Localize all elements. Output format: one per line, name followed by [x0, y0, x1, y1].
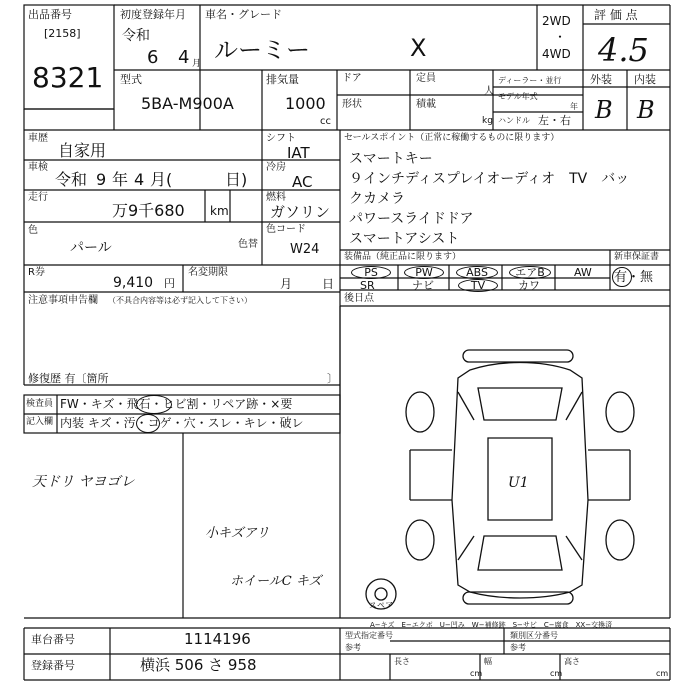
color-label: 色 [28, 225, 38, 236]
capacity-label: 定員 [416, 73, 436, 84]
selling-point: クカメラ [349, 191, 405, 207]
length-unit: cm [470, 669, 483, 678]
era: 令和 [122, 28, 150, 44]
car-name: ルーミー [214, 36, 310, 64]
model: 5BA-M900A [141, 94, 234, 113]
inspection-month: 4 [134, 170, 145, 189]
selling-points-title: セールスポイント（正常に稼働するものに限ります） [344, 133, 560, 143]
drive-4wd: 4WD [542, 47, 571, 61]
mileage-unit: km [210, 204, 229, 218]
handwriting-note: 天ドリ ヤヨゴレ [32, 474, 135, 490]
interior-grade: B [637, 96, 655, 124]
color-code: W24 [290, 242, 320, 257]
cc-unit: cc [320, 116, 331, 127]
warranty-value: 有・無 [614, 270, 654, 285]
load-label: 積載 [416, 99, 436, 110]
color: パール [70, 240, 112, 256]
damage-mark: U1 [508, 475, 529, 491]
class-note: 参考 [510, 643, 526, 652]
interior-row: 内装 キズ・汚・コゲ・穴・スレ・キレ・破レ [60, 416, 304, 430]
score-label: 評 価 点 [594, 8, 638, 22]
day-label: 日 [322, 277, 335, 291]
lot-number: 8321 [32, 61, 104, 94]
shift-label: シフト [266, 133, 296, 144]
displacement: 1000 [285, 94, 326, 113]
length-label: 長さ [394, 657, 410, 666]
width-unit: cm [550, 669, 563, 678]
usage: 自家用 [58, 141, 107, 160]
handle-label: ハンドル [498, 116, 530, 125]
width-label: 幅 [484, 657, 492, 666]
reg-label: 登録番号 [31, 659, 75, 672]
fuel-label: 燃料 [266, 192, 286, 203]
chassis-label: 車台番号 [31, 633, 75, 646]
selling-point: スマートキー [349, 151, 433, 167]
capacity-unit: 人 [484, 86, 494, 97]
equip-navi: ナビ [412, 279, 434, 292]
handwriting-note: ホイールC キズ [230, 574, 322, 589]
equip-pw: PW [404, 266, 444, 279]
selling-point: スマートアシスト [349, 231, 460, 247]
color-code-label: 色替 [238, 239, 258, 250]
equipment-title: 装備品（純正品に限ります） [344, 252, 462, 262]
reg-month: 4 [178, 47, 190, 68]
lot-label: 出品番号 [28, 8, 72, 21]
class-label: 類別区分番号 [510, 631, 558, 640]
yen-unit: 円 [164, 277, 175, 290]
repair-label: 修復歴 有〔箇所 [28, 372, 109, 385]
model-label: 型式 [120, 73, 142, 86]
score: 4.5 [598, 31, 649, 69]
inspection-year-unit: 年 [112, 170, 129, 189]
inspection-label: 車検 [28, 162, 48, 173]
reg-year: 6 [147, 47, 159, 68]
color-code-title: 色コード [266, 224, 306, 235]
exterior-grade: B [595, 96, 613, 124]
door-label: ドア [342, 73, 362, 84]
handwriting-note: 小キズアリ [205, 526, 270, 541]
shape-label: 形状 [342, 99, 362, 110]
model-year-label: モデル年式 [498, 92, 538, 101]
inspector-label: 検査員 [26, 399, 54, 409]
displacement-label: 排気量 [266, 73, 299, 86]
after-check-label: 後日点 [344, 293, 374, 304]
equip-tv: TV [458, 279, 498, 292]
warranty-label: 新車保証書 [614, 252, 660, 262]
selling-point: パワースライドドア [349, 211, 474, 227]
height-label: 高さ [564, 657, 580, 666]
plate-number: 横浜 506 さ 958 [140, 656, 257, 674]
drive-dot: ・ [554, 30, 567, 44]
inspection-day-unit: 日) [225, 170, 248, 189]
selling-point: ９インチディスプレイオーディオ TV バッ [349, 171, 630, 187]
mileage: 万9千680 [112, 201, 185, 220]
equip-airbag: エアB [509, 266, 551, 279]
inspector-label-2: 記入欄 [26, 417, 54, 427]
recycle-label: R券 [28, 267, 45, 278]
equip-abs: ABS [456, 266, 498, 279]
repair-close: 〕 [327, 372, 338, 385]
interior-label: 内装 [634, 73, 656, 86]
grade: X [410, 34, 427, 62]
name-change-label: 名変期限 [188, 267, 228, 278]
caution-label: 注意事項申告欄 [28, 295, 98, 306]
aircon-label: 冷房 [266, 162, 286, 173]
designation-label: 型式指定番号 [345, 631, 393, 640]
caution-sub: （不具合内容等は必ず記入して下さい） [108, 296, 252, 305]
lot-sub: [2158] [44, 27, 81, 40]
equip-ps: PS [351, 266, 391, 279]
shift: IAT [287, 144, 310, 162]
mileage-label: 走行 [28, 192, 48, 203]
month-label: 月 [280, 277, 293, 291]
load-unit: kg [482, 116, 493, 126]
usage-label: 車歴 [28, 133, 48, 144]
month-unit: 月 [192, 59, 202, 69]
fw-row: FW・キズ・飛石・ヒビ割・リペア跡・×要 [60, 397, 293, 411]
chassis-number: 1114196 [184, 630, 251, 648]
damage-legend: A−キズ E−エクボ U−凹み W−補修跡 S−サビ C−腐食 XX−交換済 [370, 621, 613, 629]
inspection-year: 9 [96, 170, 107, 189]
inspection-month-unit: 月( [150, 170, 173, 189]
reg-year-label: 初度登録年月 [120, 8, 186, 21]
car-name-label: 車名・グレード [205, 8, 282, 21]
exterior-label: 外装 [590, 73, 612, 86]
equip-aw: AW [574, 266, 592, 279]
height-unit: cm [656, 669, 669, 678]
recycle-amount: 9,410 [113, 275, 154, 291]
equip-sr: SR [360, 279, 375, 292]
spare-label: スペア [369, 601, 393, 610]
fuel: ガソリン [270, 203, 331, 221]
year-unit: 年 [570, 102, 578, 111]
dealer-label: ディーラー・並行 [498, 76, 562, 85]
equip-leather: カワ [518, 279, 540, 292]
aircon: AC [292, 173, 313, 191]
inspection-era: 令和 [55, 170, 88, 189]
drive-2wd: 2WD [542, 14, 571, 28]
designation-note: 参考 [345, 643, 361, 652]
handle-value: 左・右 [538, 114, 571, 127]
